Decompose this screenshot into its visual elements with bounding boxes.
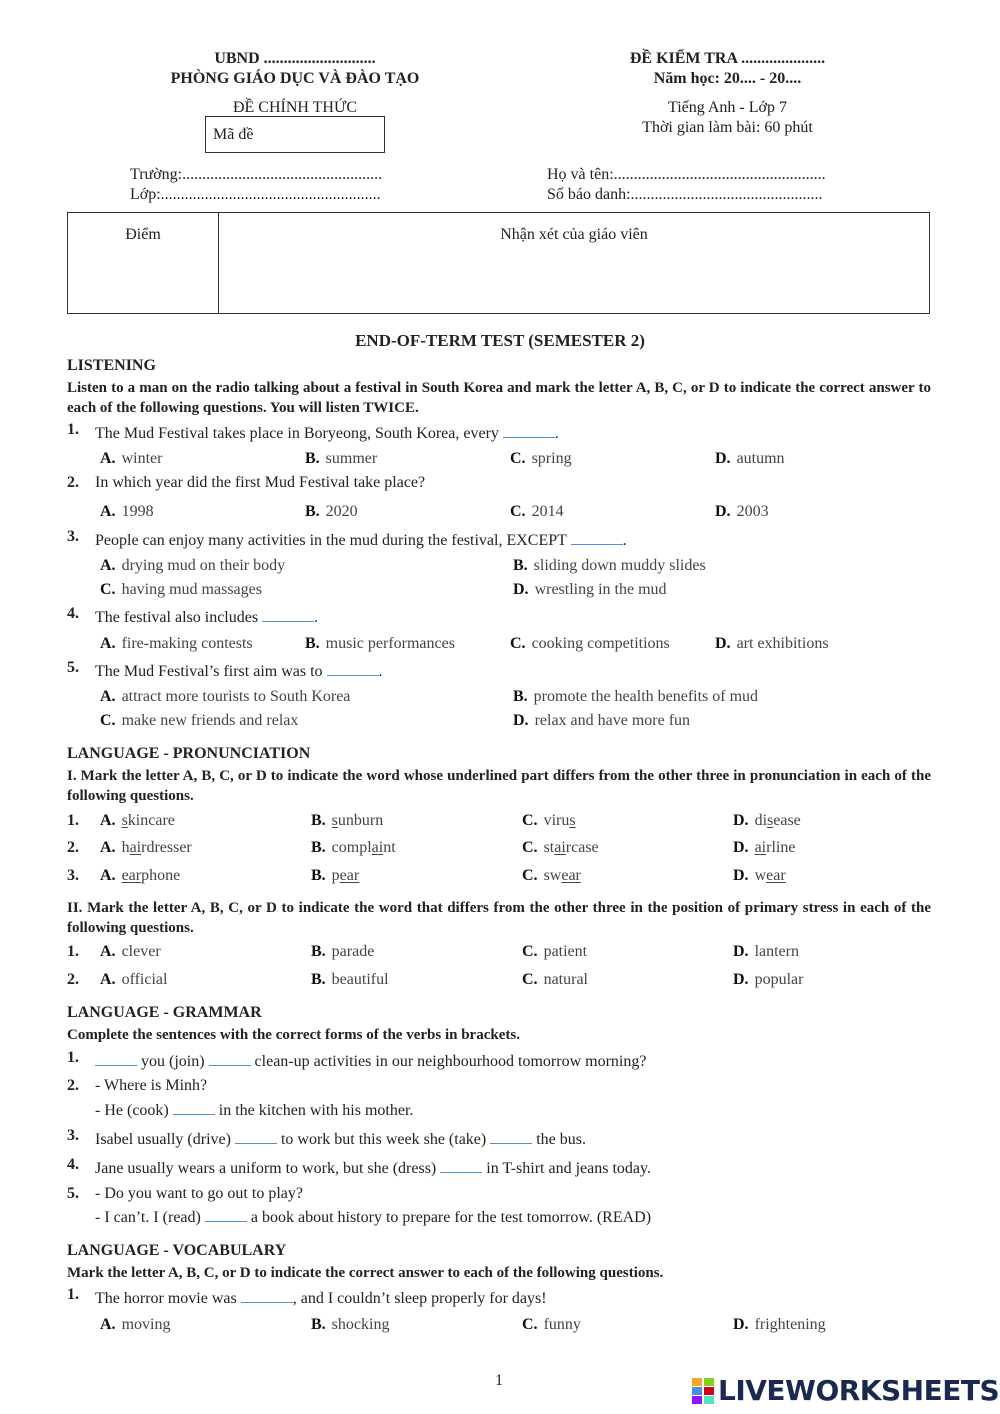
option-a[interactable]: A. fire-making contests [100, 635, 253, 652]
exam-code-box [205, 116, 385, 153]
grammar-question-3: Isabel usually (drive) to work but this week she (take) the bus. [95, 1127, 586, 1149]
underlined-part: ear [561, 867, 581, 884]
grammar-question-5-line1: - Do you want to go out to play? [95, 1185, 303, 1202]
pronunciation-word: disease [754, 812, 801, 829]
teacher-comment-label: Nhận xét của giáo viên [500, 226, 648, 243]
authority-line: UBND ............................ [214, 50, 376, 67]
option-b[interactable]: B. pear [311, 867, 360, 884]
listening-question-3: People can enjoy many activities in the mud during the festival, EXCEPT . [95, 528, 627, 550]
answer-blank[interactable] [205, 1205, 247, 1222]
underlined-part: s [569, 812, 576, 829]
option-a[interactable]: A. official [100, 971, 168, 988]
option-b[interactable]: B. 2020 [305, 503, 358, 520]
option-c[interactable]: C. make new friends and relax [100, 712, 299, 729]
option-d[interactable]: D. autumn [715, 450, 785, 467]
option-c[interactable]: C. patient [522, 943, 588, 960]
exam-code-label: Mã đề [213, 126, 254, 143]
option-c[interactable]: C. 2014 [510, 503, 564, 520]
pronunciation-word: airline [754, 839, 796, 856]
answer-blank[interactable] [241, 1286, 293, 1303]
grammar-instruction: Complete the sentences with the correct forms of the verbs in brackets. [67, 1027, 520, 1043]
test-title-line: ĐỀ KIỂM TRA ..................... [629, 50, 826, 67]
answer-blank[interactable] [490, 1127, 532, 1144]
duration-line: Thời gian làm bài: 60 phút [642, 119, 813, 136]
question-number: 4. [67, 605, 79, 622]
question-number: 2. [67, 1077, 79, 1094]
pronunciation-word: staircase [543, 839, 599, 856]
underlined-part: ear [339, 867, 360, 884]
underlined-part: ai [554, 839, 566, 856]
pronunciation-word: wear [754, 867, 786, 884]
official-label: ĐỀ CHÍNH THỨC [232, 99, 358, 116]
option-d[interactable]: D. art exhibitions [715, 635, 829, 652]
underlined-part: s [331, 812, 338, 829]
answer-blank[interactable] [327, 659, 379, 676]
listening-instruction: Listen to a man on the radio talking about a festival in South Korea and mark the letter A, B, C, or D to indicate the correct answer to each of the following questions. You will listen TWICE. [67, 380, 931, 416]
question-number: 1. [67, 1286, 79, 1303]
question-number: 4. [67, 1156, 79, 1173]
listening-question-2: In which year did the first Mud Festival take place? [95, 474, 426, 491]
option-c[interactable]: C. virus [522, 812, 576, 829]
page-number: 1 [495, 1372, 503, 1389]
pronunciation-heading: LANGUAGE - PRONUNCIATION [67, 745, 311, 762]
option-d[interactable]: D. wrestling in the mud [513, 581, 667, 598]
score-label: Điểm [125, 226, 161, 243]
vocabulary-heading: LANGUAGE - VOCABULARY [67, 1242, 287, 1259]
option-b[interactable]: B. beautiful [311, 971, 389, 988]
question-number: 3. [67, 1127, 79, 1144]
listening-question-1: The Mud Festival takes place in Boryeong, South Korea, every . [95, 421, 559, 443]
pronunciation-word: hairdresser [121, 839, 192, 856]
listening-heading: LISTENING [67, 357, 156, 374]
question-number: 1. [67, 943, 79, 960]
pronunciation-word: virus [543, 812, 576, 829]
option-d[interactable]: D. lantern [733, 943, 799, 960]
option-d[interactable]: D. wear [733, 867, 786, 884]
underlined-part: s [121, 812, 128, 829]
underlined-part: s [767, 812, 774, 829]
school-field[interactable]: Trường:.................................................. [130, 166, 383, 183]
school-year: Năm học: 20.... - 20.... [653, 70, 802, 87]
question-number: 2. [67, 971, 79, 988]
pronunciation-word: pear [331, 867, 360, 884]
answer-blank[interactable] [262, 605, 314, 622]
option-a[interactable]: A. drying mud on their body [100, 557, 286, 574]
option-a[interactable]: A. hairdresser [100, 839, 192, 856]
option-b[interactable]: B. complaint [311, 839, 396, 856]
pronunciation-word: sunburn [331, 812, 384, 829]
pronunciation-word: swear [543, 867, 581, 884]
option-b[interactable]: B. parade [311, 943, 375, 960]
subject-line: Tiếng Anh - Lớp 7 [668, 99, 787, 116]
underlined-part: ai [754, 839, 767, 856]
candidate-number-field[interactable]: Số báo danh:................................................ [547, 186, 823, 203]
answer-blank[interactable] [95, 1049, 137, 1066]
listening-question-4: The festival also includes . [95, 605, 318, 627]
answer-blank[interactable] [503, 421, 555, 438]
option-c[interactable]: C. cooking competitions [510, 635, 670, 652]
name-field[interactable]: Họ và tên:..................................................... [547, 166, 826, 183]
question-number: 5. [67, 1185, 79, 1202]
option-b[interactable]: B. music performances [305, 635, 455, 652]
class-field[interactable]: Lớp:....................................................... [130, 186, 381, 203]
option-a[interactable]: A. earphone [100, 867, 181, 884]
stress-instruction: II. Mark the letter A, B, C, or D to indicate the word that differs from the other three in the position of primary stress in each of the following questions. [67, 900, 931, 936]
option-b[interactable]: B. sliding down muddy slides [513, 557, 706, 574]
question-number: 1. [67, 812, 79, 829]
logo-blocks-icon [692, 1378, 714, 1404]
option-d[interactable]: D. 2003 [715, 503, 769, 520]
pronunciation-word: skincare [121, 812, 175, 829]
grammar-question-1: you (join) clean-up activities in our neighbourhood tomorrow morning? [95, 1049, 646, 1071]
option-b[interactable]: B. promote the health benefits of mud [513, 688, 759, 705]
option-b[interactable]: B. summer [305, 450, 378, 467]
option-d[interactable]: D. relax and have more fun [513, 712, 691, 729]
question-number: 3. [67, 528, 79, 545]
option-d[interactable]: D. frightening [733, 1316, 826, 1333]
option-c[interactable]: C. natural [522, 971, 588, 988]
option-b[interactable]: B. shocking [311, 1316, 390, 1333]
option-c[interactable]: C. having mud massages [100, 581, 262, 598]
option-a[interactable]: A. attract more tourists to South Korea [100, 688, 351, 705]
question-number: 3. [67, 867, 79, 884]
question-number: 2. [67, 474, 79, 491]
underlined-part: ear [766, 867, 786, 884]
grammar-question-5-line2: - I can’t. I (read) a book about history to prepare for the test tomorrow. (READ) [95, 1205, 651, 1227]
option-a[interactable]: A. 1998 [100, 503, 154, 520]
option-c[interactable]: C. funny [522, 1316, 581, 1333]
liveworksheets-logo [692, 1374, 1000, 1408]
option-c[interactable]: C. spring [510, 450, 572, 467]
question-number: 2. [67, 839, 79, 856]
grammar-question-4: Jane usually wears a uniform to work, but she (dress) in T-shirt and jeans today. [95, 1156, 651, 1178]
grammar-question-2-line1: - Where is Minh? [95, 1077, 208, 1094]
grammar-question-2-line2: - He (cook) in the kitchen with his mother. [95, 1098, 413, 1120]
answer-blank[interactable] [235, 1127, 277, 1144]
answer-blank[interactable] [571, 528, 623, 545]
option-c[interactable]: C. staircase [522, 839, 599, 856]
test-title: END-OF-TERM TEST (SEMESTER 2) [355, 331, 645, 350]
underlined-part: ai [371, 839, 384, 856]
option-a[interactable]: A. clever [100, 943, 161, 960]
option-a[interactable]: A. winter [100, 450, 163, 467]
pronunciation-word: earphone [121, 867, 181, 884]
question-number: 5. [67, 659, 79, 676]
answer-blank[interactable] [209, 1049, 251, 1066]
underlined-part: ai [129, 839, 142, 856]
option-a[interactable]: A. skincare [100, 812, 175, 829]
answer-blank[interactable] [173, 1098, 215, 1115]
score-box [67, 212, 930, 314]
listening-question-5: The Mud Festival’s first aim was to . [95, 659, 383, 681]
pronunciation-instruction-1: I. Mark the letter A, B, C, or D to indicate the word whose underlined part differs from the other three in pronunciation in each of the following questions. [67, 768, 931, 804]
option-b[interactable]: B. sunburn [311, 812, 384, 829]
option-d[interactable]: D. popular [733, 971, 804, 988]
question-number: 1. [67, 1049, 79, 1066]
vocabulary-question-1: The horror movie was , and I couldn’t sleep properly for days! [95, 1286, 547, 1308]
option-a[interactable]: A. moving [100, 1316, 171, 1333]
department-line: PHÒNG GIÁO DỤC VÀ ĐÀO TẠO [170, 70, 420, 87]
option-d[interactable]: D. airline [733, 839, 796, 856]
option-d[interactable]: D. disease [733, 812, 801, 829]
vocabulary-instruction: Mark the letter A, B, C, or D to indicate the correct answer to each of the following questions. [67, 1265, 664, 1281]
logo-text: LIVEWORKSHEETS [718, 1374, 1000, 1407]
question-number: 1. [67, 421, 79, 438]
grammar-heading: LANGUAGE - GRAMMAR [67, 1004, 262, 1021]
pronunciation-word: complaint [331, 839, 396, 856]
option-c[interactable]: C. swear [522, 867, 581, 884]
underlined-part: ear [121, 867, 142, 884]
answer-blank[interactable] [440, 1156, 482, 1173]
